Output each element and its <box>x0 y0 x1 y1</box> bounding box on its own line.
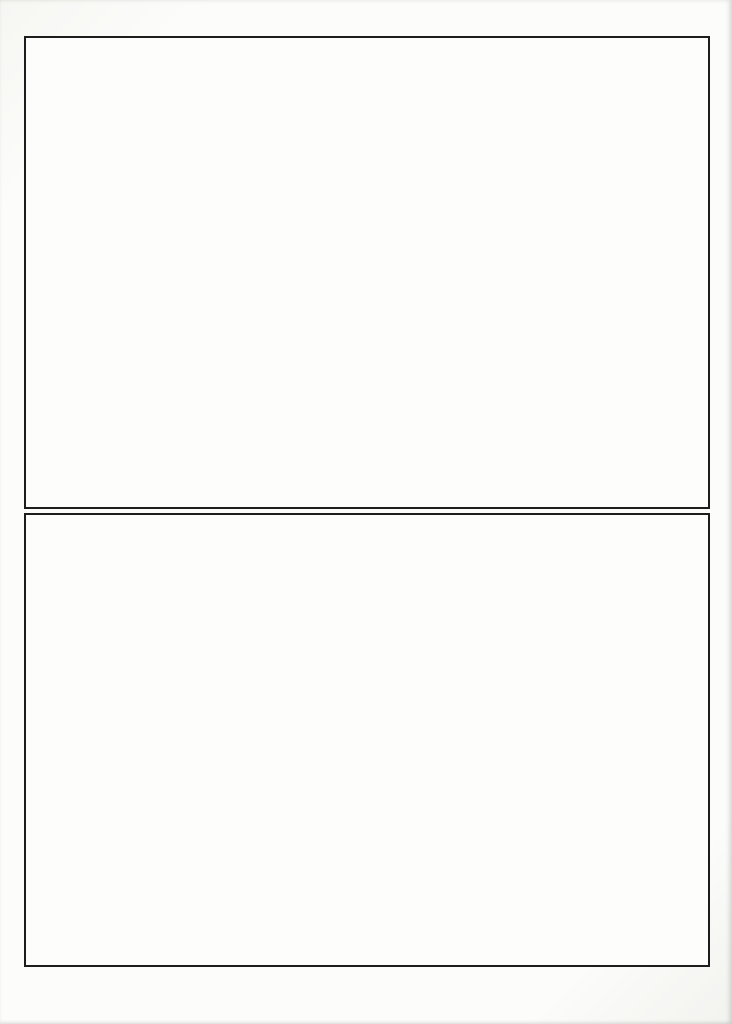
roster-table-lower <box>24 513 710 967</box>
roster-table-upper <box>24 36 710 509</box>
